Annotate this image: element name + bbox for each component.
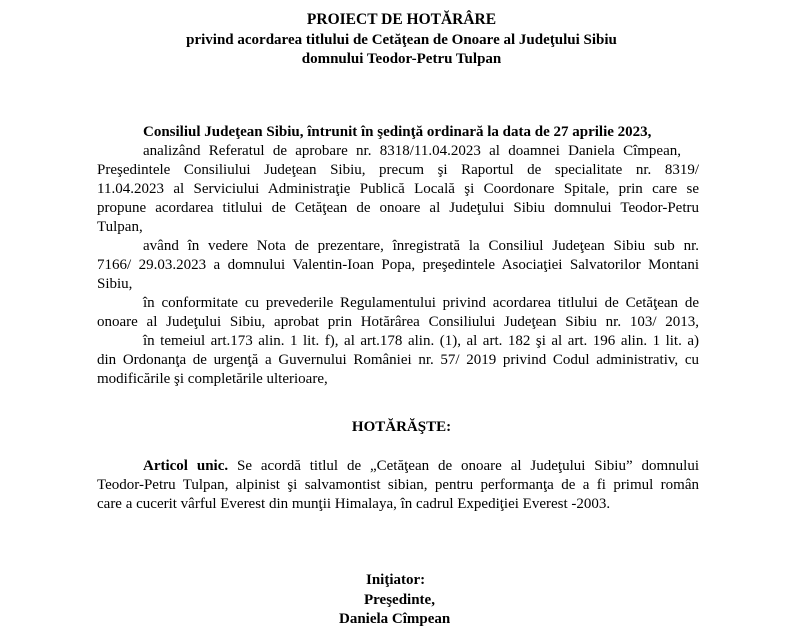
preamble-line: propune acordarea titlului de Cetăţean de onoare al Judeţului Sibiu domnului Teodor-Petru xyxy=(97,200,699,216)
preamble-line: 7166/ 29.03.2023 a domnului Valentin-Ioan Popa, preşedintele Asociaţiei Salvatorilor Montani xyxy=(97,257,699,273)
article-line-1 xyxy=(143,457,699,476)
article-label: Articol unic. xyxy=(143,458,229,474)
preamble-intro: Consiliul Judeţean Sibiu, întrunit în şedinţă ordinară la data de 27 aprilie 2023, xyxy=(143,124,652,140)
preamble-line: Sibiu, xyxy=(97,276,133,292)
document-title: PROIECT DE HOTĂRÂRE xyxy=(306,11,497,28)
preamble-line: Preşedintele Consiliului Judeţean Sibiu, precum şi Raportul de specialitate nr. 8319/ xyxy=(97,162,699,178)
article-line-2 xyxy=(97,476,699,495)
preamble-line: onoare al Judeţului Sibiu, aprobat prin Hotărârea Consiliului Judeţean Sibiu nr. 103/ 2013, xyxy=(97,314,699,330)
preamble-line: 11.04.2023 al Serviciului Administraţie Publică Locală şi Coordonare Spitale, prin care se xyxy=(97,181,699,197)
preamble-line: având în vedere Nota de prezentare, înregistrată la Consiliul Judeţean Sibiu sub nr. xyxy=(143,238,699,254)
preamble-line: modificările şi completările ulterioare, xyxy=(97,371,328,387)
decision-heading: HOTĂRĂŞTE: xyxy=(351,419,452,435)
signature-initiator: Iniţiator: xyxy=(366,572,426,588)
document-subtitle-line-2: domnului Teodor-Petru Tulpan xyxy=(301,51,502,67)
preamble-line: Tulpan, xyxy=(97,219,143,235)
article-text: Teodor-Petru Tulpan, alpinist şi salvamontist sibian, pentru performanţa de a xyxy=(97,477,597,493)
article-text: Se acordă titlul de „Cetăţean de onoare al Judeţului Sibiu” domnului xyxy=(237,458,699,474)
signature-name: Daniela Cîmpean xyxy=(339,611,451,627)
signature-role: Preşedinte, xyxy=(364,592,435,608)
preamble-line: analizând Referatul de aprobare nr. 8318/11.04.2023 al doamnei Daniela Cîmpean, xyxy=(143,143,681,159)
preamble-line: în conformitate cu prevederile Regulamentului privind acordarea titlului de Cetăţean de xyxy=(143,295,699,311)
document-subtitle-line-1: privind acordarea titlului de Cetăţean de Onoare al Judeţului Sibiu xyxy=(186,32,617,48)
preamble-line: din Ordonanţa de urgenţă a Guvernului României nr. 57/ 2019 privind Codul administrativ, cu xyxy=(97,352,699,368)
article-text-emphasis: fi primul român xyxy=(596,477,700,493)
preamble-line: în temeiul art.173 alin. 1 lit. f), al art.178 alin. (1), al art. 182 şi al art. 196 alin. 1 lit. a) xyxy=(143,333,699,349)
article-line-3: care a cucerit vârful Everest din munţii Himalaya, în cadrul Expediţiei Everest -2003. xyxy=(97,496,611,512)
